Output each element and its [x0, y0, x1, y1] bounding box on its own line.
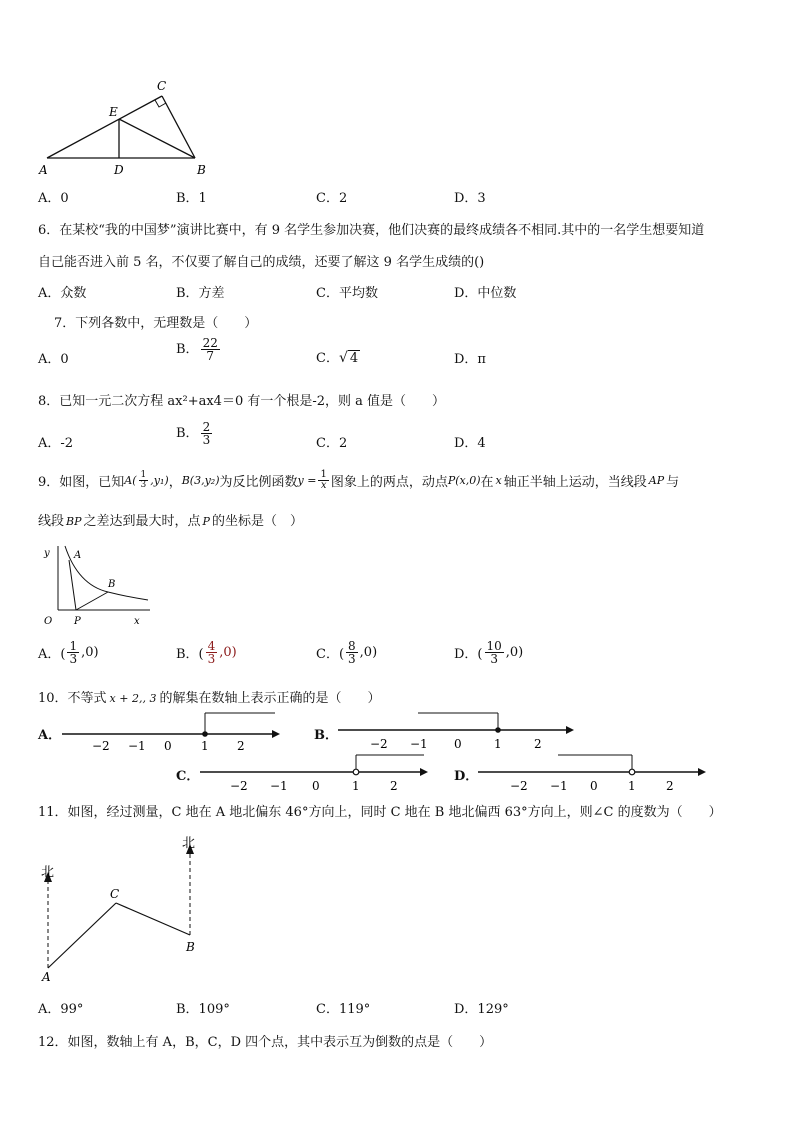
- q10-d-tick-neg1: −1: [550, 779, 568, 793]
- q7-option-c-radicand: 4: [349, 351, 359, 366]
- q10-inequality: x + 2,, 3: [109, 692, 157, 705]
- q10-d-tick-2: 2: [666, 779, 674, 793]
- q7-option-b-fraction: [201, 337, 220, 362]
- q9-point-a-den: 3: [140, 480, 147, 490]
- q10-b-tick-2: 2: [534, 737, 542, 751]
- q8-option-b-fraction: [201, 421, 213, 446]
- sqrt-icon: √: [338, 350, 348, 366]
- q5-label-C: C: [157, 79, 167, 93]
- q9-part5: 在: [480, 475, 494, 490]
- q10-b-tick-0: 0: [454, 737, 462, 751]
- q9-option-b-num: 4: [207, 639, 216, 653]
- q9-option-d-num: 10: [486, 639, 502, 653]
- q8-stem: 8．已知一元二次方程 ax²+ax4＝0 有一个根是-2，则 a 值是（ ）: [38, 394, 446, 409]
- q11-direction-figure: [36, 828, 206, 988]
- q9-graph-label-a: A: [74, 550, 82, 561]
- q11-stem: 11．如图，经过测量，C 地在 A 地北偏东 46°方向上，同时 C 地在 B 地北偏西 63°方向上，则∠C 的度数为（ ）: [38, 805, 722, 820]
- q9-seg-ap: AP: [648, 474, 665, 487]
- q7-option-b[interactable]: [176, 337, 222, 362]
- q10-c-tick-neg2: −2: [230, 779, 248, 793]
- q11-option-a[interactable]: A．99°: [38, 1002, 84, 1017]
- q10-c-tick-2: 2: [390, 779, 398, 793]
- q10-option-b-label[interactable]: B．: [314, 728, 338, 743]
- q9-option-d[interactable]: [454, 640, 523, 665]
- q9-option-c-prefix: C．(: [316, 647, 345, 662]
- q8-option-b-num: 2: [202, 420, 211, 434]
- q9-option-c-fraction: [346, 640, 358, 665]
- q9-seg-bp: BP: [66, 515, 82, 528]
- q11-label-c: C: [110, 887, 120, 901]
- q10-option-a-label[interactable]: A．: [38, 728, 62, 743]
- q9-option-d-den: 3: [490, 652, 498, 666]
- q5-label-A: A: [39, 163, 48, 177]
- q7-option-b-num: 22: [202, 336, 218, 350]
- q10-b-tick-neg1: −1: [410, 737, 428, 751]
- q9-line2-b: 之差达到最大时，点: [83, 514, 201, 529]
- q9-line2-a: 线段: [38, 514, 65, 529]
- q9-part3: 为反比例函数: [219, 475, 298, 490]
- q9-x-var: x: [495, 474, 502, 487]
- q11-option-b[interactable]: B．109°: [176, 1002, 230, 1017]
- q8-option-b-prefix: B．: [176, 426, 199, 441]
- q9-option-b-suffix: ,0): [219, 645, 237, 660]
- q6-stem-line1: 6．在某校“我的中国梦”演讲比赛中，有 9 名学生参加决赛，他们决赛的最终成绩各不相同.其中的一名学生想要知道: [38, 223, 705, 238]
- q11-north-a: 北: [41, 865, 55, 880]
- q9-part1: 9．如图，已知: [38, 475, 125, 490]
- q10-option-d-numberline[interactable]: [476, 752, 708, 794]
- q7-option-c-prefix: C．: [316, 351, 339, 366]
- q11-label-a: A: [42, 970, 51, 984]
- q9-graph-label-x: x: [134, 616, 140, 627]
- q9-point-a-fraction: [139, 471, 149, 490]
- q10-c-tick-1: 1: [352, 779, 360, 793]
- q9-part2: ，: [168, 475, 182, 490]
- q9-func-num: 1: [320, 469, 327, 480]
- q9-point-p: P(x,0): [447, 474, 481, 487]
- q10-option-c-label[interactable]: C．: [176, 769, 200, 784]
- q10-option-d-label[interactable]: D．: [454, 769, 479, 784]
- q10-option-c-numberline[interactable]: [198, 752, 430, 794]
- q7-option-b-den: 7: [206, 349, 215, 363]
- q7-option-b-prefix: B．: [176, 342, 199, 357]
- q5-option-d[interactable]: D．3: [454, 191, 486, 206]
- q9-option-b-den: 3: [207, 652, 216, 666]
- q9-option-d-prefix: D．(: [454, 647, 483, 662]
- q9-func-den: x: [320, 480, 327, 491]
- q10-option-a-numberline[interactable]: [60, 710, 280, 752]
- q8-option-a[interactable]: A．-2: [38, 436, 74, 451]
- q11-label-b: B: [186, 940, 195, 954]
- q10-d-tick-0: 0: [590, 779, 598, 793]
- q9-option-c[interactable]: [316, 640, 377, 665]
- q10-c-tick-0: 0: [312, 779, 320, 793]
- q10-d-tick-neg2: −2: [510, 779, 528, 793]
- q10-stem: [38, 687, 380, 706]
- q9-graph-label-b: B: [108, 579, 116, 590]
- q9-option-c-num: 8: [348, 639, 356, 653]
- q10-a-tick-neg1: −1: [128, 739, 146, 752]
- q9-graph-label-o: O: [44, 616, 53, 627]
- q10-a-tick-2: 2: [237, 739, 245, 752]
- q9-option-a-fraction: [67, 640, 79, 665]
- q11-option-d[interactable]: D．129°: [454, 1002, 509, 1017]
- q6-option-d[interactable]: D．中位数: [454, 286, 517, 301]
- q10-c-tick-neg1: −1: [270, 779, 288, 793]
- q9-line2-c: 的坐标是（ ）: [211, 514, 303, 529]
- q9-point-a: A(: [124, 474, 137, 487]
- q9-part6: 轴正半轴上运动，当线段: [503, 475, 647, 490]
- q5-label-E: E: [109, 105, 118, 119]
- q6-option-c[interactable]: C．平均数: [316, 286, 378, 301]
- q9-stem-line2: [38, 510, 303, 529]
- q12-stem: 12．如图，数轴上有 A，B，C，D 四个点，其中表示互为倒数的点是（ ）: [38, 1035, 493, 1050]
- q5-label-B: B: [197, 163, 206, 177]
- q9-part7: 与: [666, 475, 680, 490]
- q9-func-fraction: [318, 470, 328, 491]
- q9-option-a-num: 1: [69, 639, 78, 653]
- q7-option-d[interactable]: D．π: [454, 352, 486, 367]
- q9-graph-figure: [38, 540, 158, 630]
- q8-option-c[interactable]: C．2: [316, 436, 348, 451]
- q8-option-b[interactable]: [176, 421, 214, 446]
- q8-option-d[interactable]: D．4: [454, 436, 486, 451]
- q10-a-tick-0: 0: [164, 739, 172, 752]
- q7-stem: 7．下列各数中，无理数是（ ）: [54, 316, 258, 331]
- q9-point-a-tail: ,y₁): [150, 474, 169, 487]
- q6-option-a[interactable]: A．众数: [38, 286, 87, 301]
- q10-part2: 的解集在数轴上表示正确的是（ ）: [159, 691, 381, 706]
- q9-point-b: B(3,y₂): [181, 474, 220, 487]
- q8-option-b-den: 3: [202, 433, 211, 447]
- q10-part1: 10．不等式: [38, 691, 107, 706]
- q9-option-b-fraction: [206, 640, 218, 665]
- q10-b-tick-1: 1: [494, 737, 502, 751]
- q5-triangle-figure: [35, 78, 215, 178]
- q10-a-tick-1: 1: [201, 739, 209, 752]
- q5-label-D: D: [114, 163, 124, 177]
- q6-option-b[interactable]: B．方差: [176, 286, 225, 301]
- q9-stem-line1: [38, 470, 679, 491]
- q9-point-a-num: 1: [140, 470, 147, 480]
- q9-option-b[interactable]: [176, 640, 237, 665]
- q9-option-c-suffix: ,0): [359, 645, 378, 660]
- q9-option-a[interactable]: [38, 640, 99, 665]
- q9-part4: 图象上的两点，动点: [330, 475, 448, 490]
- q5-option-c[interactable]: C．2: [316, 191, 348, 206]
- q9-graph-label-y: y: [44, 548, 50, 559]
- q7-option-c[interactable]: [316, 347, 360, 366]
- q11-option-c[interactable]: C．119°: [316, 1002, 371, 1017]
- q9-option-d-suffix: ,0): [505, 645, 524, 660]
- q10-option-b-numberline[interactable]: [336, 710, 576, 752]
- q9-option-a-den: 3: [69, 652, 78, 666]
- q7-option-a[interactable]: A．0: [38, 352, 69, 367]
- q9-graph-label-p: P: [74, 616, 81, 627]
- q5-option-b[interactable]: B．1: [176, 191, 207, 206]
- q9-option-c-den: 3: [348, 652, 356, 666]
- q9-line2-p: P: [202, 515, 210, 528]
- q9-option-a-suffix: ,0): [81, 645, 99, 660]
- q11-north-b: 北: [182, 836, 196, 851]
- q5-option-a[interactable]: A．0: [38, 191, 69, 206]
- q6-stem-line2: 自己能否进入前 5 名，不仅要了解自己的成绩，还要了解这 9 名学生成绩的(): [38, 255, 485, 270]
- q10-d-tick-1: 1: [628, 779, 636, 793]
- q9-option-b-prefix: B．(: [176, 647, 204, 662]
- q9-option-d-fraction: [485, 640, 504, 665]
- q10-a-tick-neg2: −2: [92, 739, 110, 752]
- q9-func-y: y =: [297, 474, 317, 487]
- q9-option-a-prefix: A．(: [38, 647, 66, 662]
- q10-b-tick-neg2: −2: [370, 737, 388, 751]
